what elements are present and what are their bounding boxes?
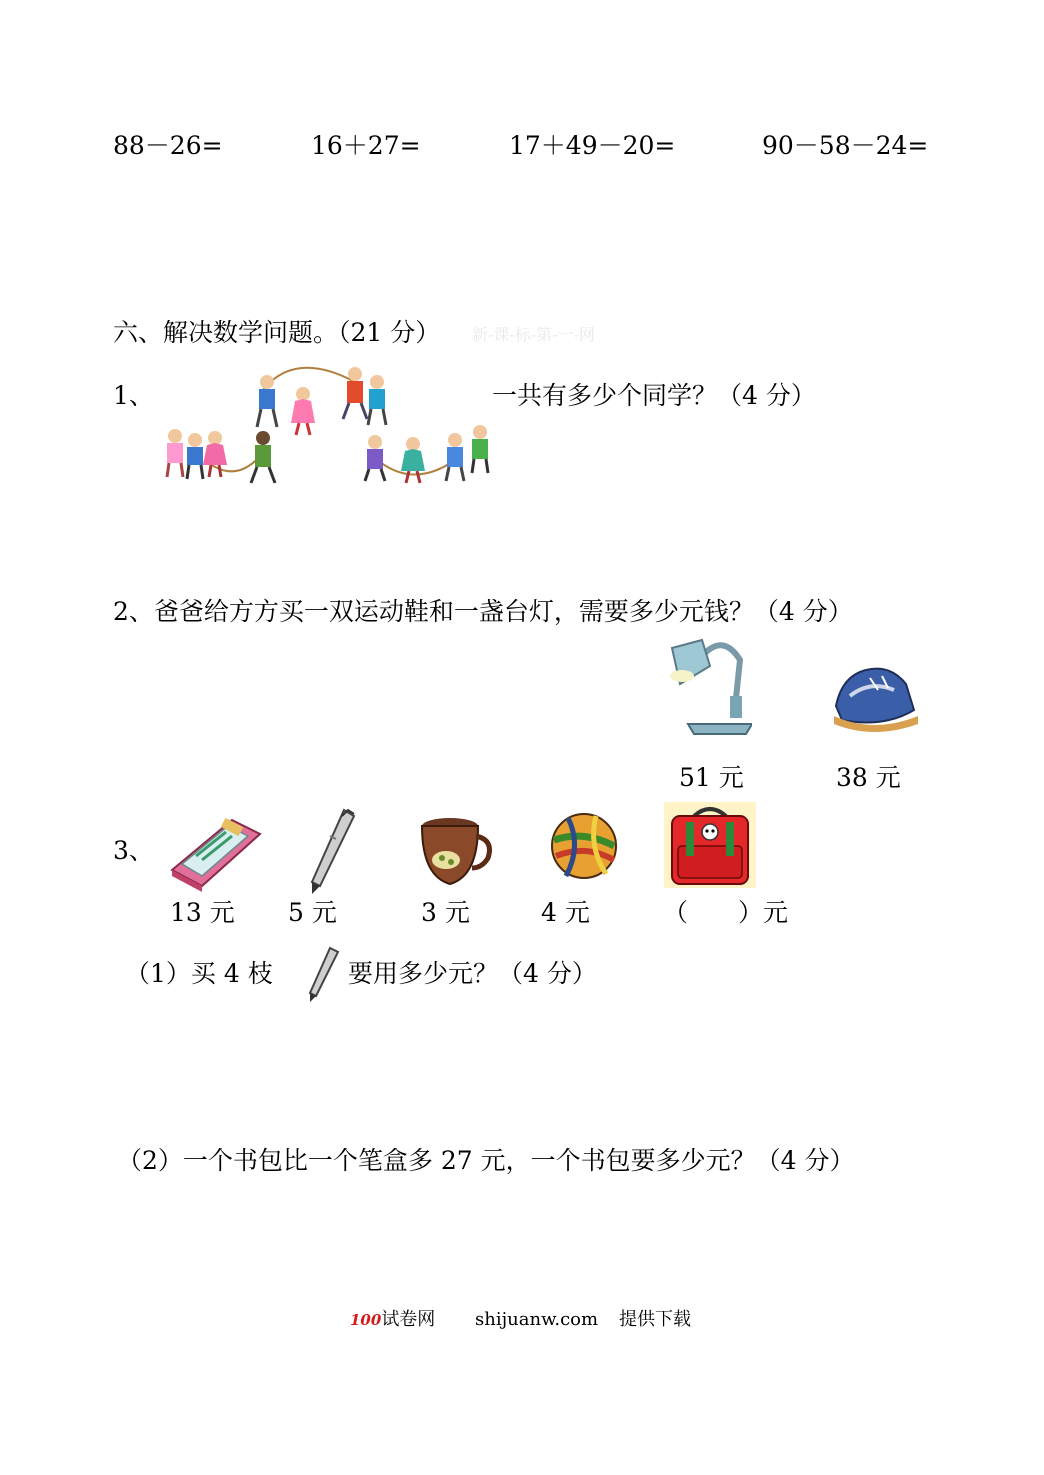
q1-number: 1、 xyxy=(113,381,154,410)
pencil-box-price: 13 元 xyxy=(170,898,235,927)
section-title: 六、解决数学问题。（21 分） xyxy=(113,318,441,347)
equation-2: 16＋27= xyxy=(311,131,421,160)
cup-price: 3 元 xyxy=(421,898,470,927)
schoolbag-icon xyxy=(664,802,756,888)
pen-price: 5 元 xyxy=(288,898,337,927)
desk-lamp-icon xyxy=(660,628,752,740)
pen-icon xyxy=(300,806,360,896)
q3-sub1-after: 要用多少元？（4 分） xyxy=(348,959,597,988)
footer-site[interactable]: shijuanw.com xyxy=(475,1309,599,1330)
ball-price: 4 元 xyxy=(541,898,590,927)
children-jump-rope-icon xyxy=(155,360,495,488)
footer xyxy=(350,1311,435,1329)
q1-question: 一共有多少个同学？（4 分） xyxy=(492,381,816,410)
pen-icon-small xyxy=(302,946,342,1004)
equation-3: 17＋49－20= xyxy=(509,131,676,160)
equation-4: 90－58－24= xyxy=(762,131,929,160)
watermark-text: 新-课-标-第-一-网 xyxy=(472,325,596,344)
footer-logo-number: 100 xyxy=(350,1311,382,1329)
cup-icon xyxy=(414,814,496,890)
lamp-price: 51 元 xyxy=(679,763,744,792)
q3-sub2: （2）一个书包比一个笔盒多 27 元，一个书包要多少元？（4 分） xyxy=(117,1146,855,1175)
q3-sub1-before: （1）买 4 枝 xyxy=(125,959,273,988)
ball-icon xyxy=(548,810,620,882)
q2-question: 2、爸爸给方方买一双运动鞋和一盏台灯，需要多少元钱？（4 分） xyxy=(113,597,853,626)
footer-logo-text: 试卷网 xyxy=(381,1309,436,1330)
sneaker-price: 38 元 xyxy=(836,763,901,792)
pencil-box-icon xyxy=(162,800,262,892)
footer-note: 提供下载 xyxy=(619,1309,691,1330)
schoolbag-price: （ ）元 xyxy=(663,898,789,927)
q3-number: 3、 xyxy=(113,836,154,865)
equation-1: 88－26= xyxy=(113,131,223,160)
sneaker-icon xyxy=(830,656,920,740)
